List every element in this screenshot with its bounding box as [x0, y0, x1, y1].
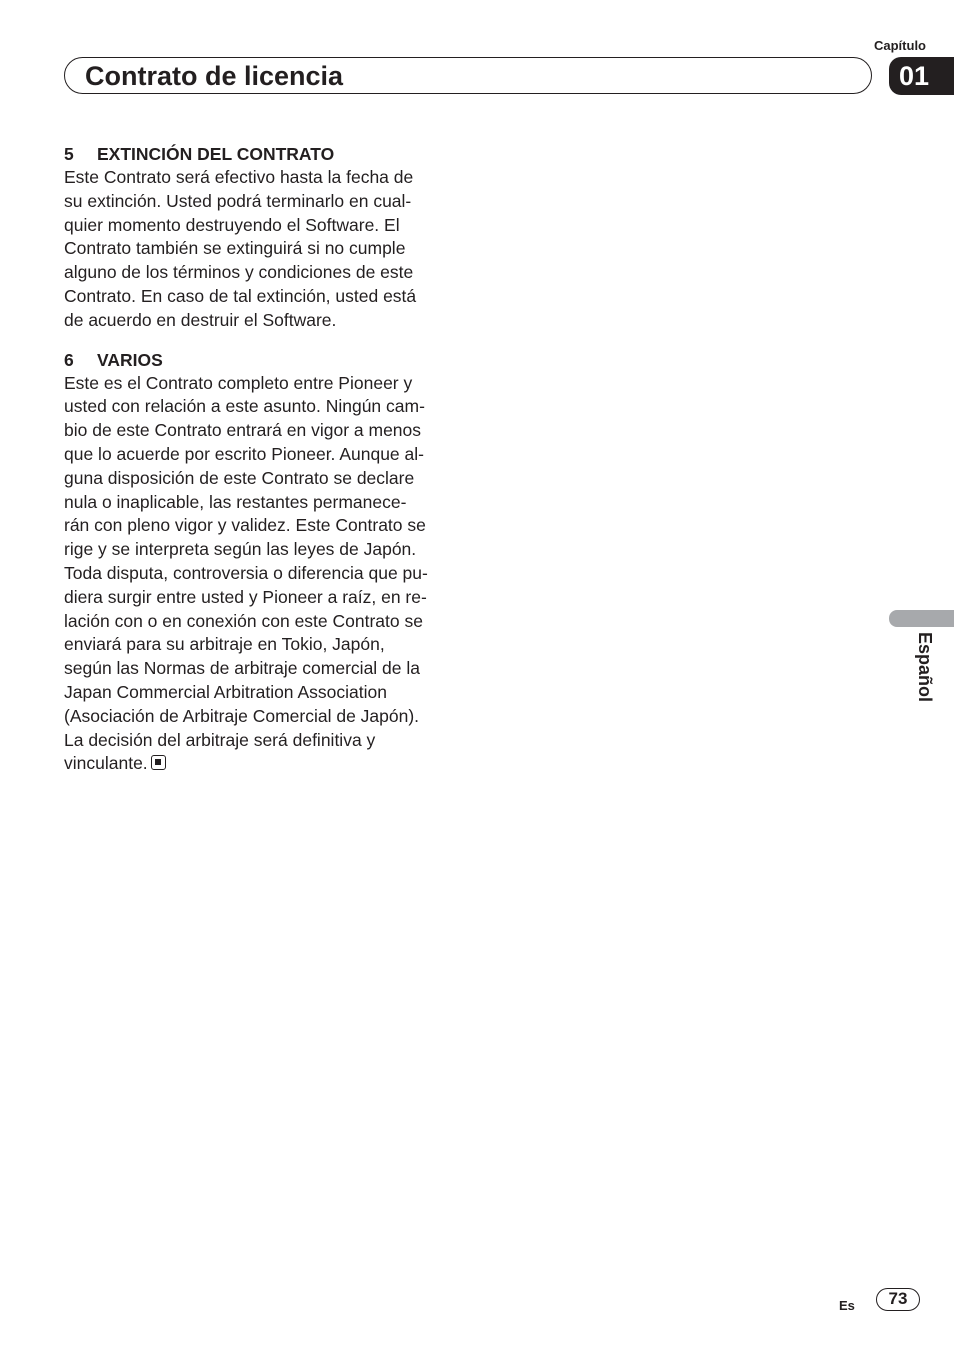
section-gap — [64, 333, 464, 348]
chapter-label: Capítulo — [874, 38, 926, 53]
body-line: según las Normas de arbitraje comercial de la — [64, 658, 420, 679]
body-line: quier momento destruyendo el Software. El — [64, 214, 400, 235]
body-line: Toda disputa, controversia o diferencia que pu- — [64, 562, 428, 583]
section-heading — [64, 142, 464, 166]
footer-lang-code: Es — [839, 1298, 855, 1313]
body-line: Contrato también se extinguirá si no cumple — [64, 238, 406, 259]
body-line: (Asociación de Arbitraje Comercial de Japón). — [64, 705, 420, 726]
section-title: VARIOS — [97, 349, 163, 370]
body-line: Japan Commercial Arbitration Association — [64, 681, 387, 702]
body-line: de acuerdo en destruir el Software. — [64, 309, 337, 330]
section-number: 5 — [64, 144, 74, 164]
title-bar — [64, 57, 872, 94]
body-line: usted con relación a este asunto. Ningún cam- — [64, 396, 425, 417]
body-line: rán con pleno vigor y validez. Este Contrato se — [64, 515, 426, 536]
body-line: que lo acuerde por escrito Pioneer. Aunque al- — [64, 443, 424, 464]
body-line: Este Contrato será efectivo hasta la fecha de — [64, 167, 414, 187]
section-number: 6 — [64, 349, 74, 370]
chapter-number: 01 — [899, 61, 930, 91]
chapter-number-box — [889, 57, 954, 95]
body-line: su extinción. Usted podrá terminarlo en cual- — [64, 190, 412, 211]
language-label: Español — [915, 632, 935, 703]
content-column — [64, 142, 464, 776]
body-line: enviará para su arbitraje en Tokio, Japón, — [64, 634, 385, 655]
body-line: La decisión del arbitraje será definitiva y — [64, 729, 376, 750]
body-line: Este es el Contrato completo entre Pioneer y — [64, 372, 413, 393]
body-line: diera surgir entre usted y Pioneer a raíz, en re- — [64, 586, 427, 607]
page-number: 73 — [876, 1288, 920, 1311]
body-line: lación con o en conexión con este Contrato se — [64, 610, 423, 631]
body-line: Contrato. En caso de tal extinción, usted está — [64, 285, 417, 306]
body-line: guna disposición de este Contrato se declare — [64, 467, 415, 488]
language-tab — [889, 610, 954, 627]
section-5 — [64, 142, 464, 333]
section-6 — [64, 348, 464, 777]
body-line: alguno de los términos y condiciones de este — [64, 262, 414, 283]
section-title: EXTINCIÓN DEL CONTRATO — [97, 144, 335, 164]
end-of-section-icon — [151, 755, 166, 770]
body-line-last — [64, 752, 464, 776]
body-line-text: vinculante. — [64, 753, 148, 774]
body-line: bio de este Contrato entrará en vigor a menos — [64, 420, 422, 441]
body-line: rige y se interpreta según las leyes de Japón. — [64, 539, 417, 560]
body-line: nula o inaplicable, las restantes permanece- — [64, 491, 407, 512]
section-heading — [64, 348, 464, 372]
page-title: Contrato de licencia — [85, 61, 344, 91]
